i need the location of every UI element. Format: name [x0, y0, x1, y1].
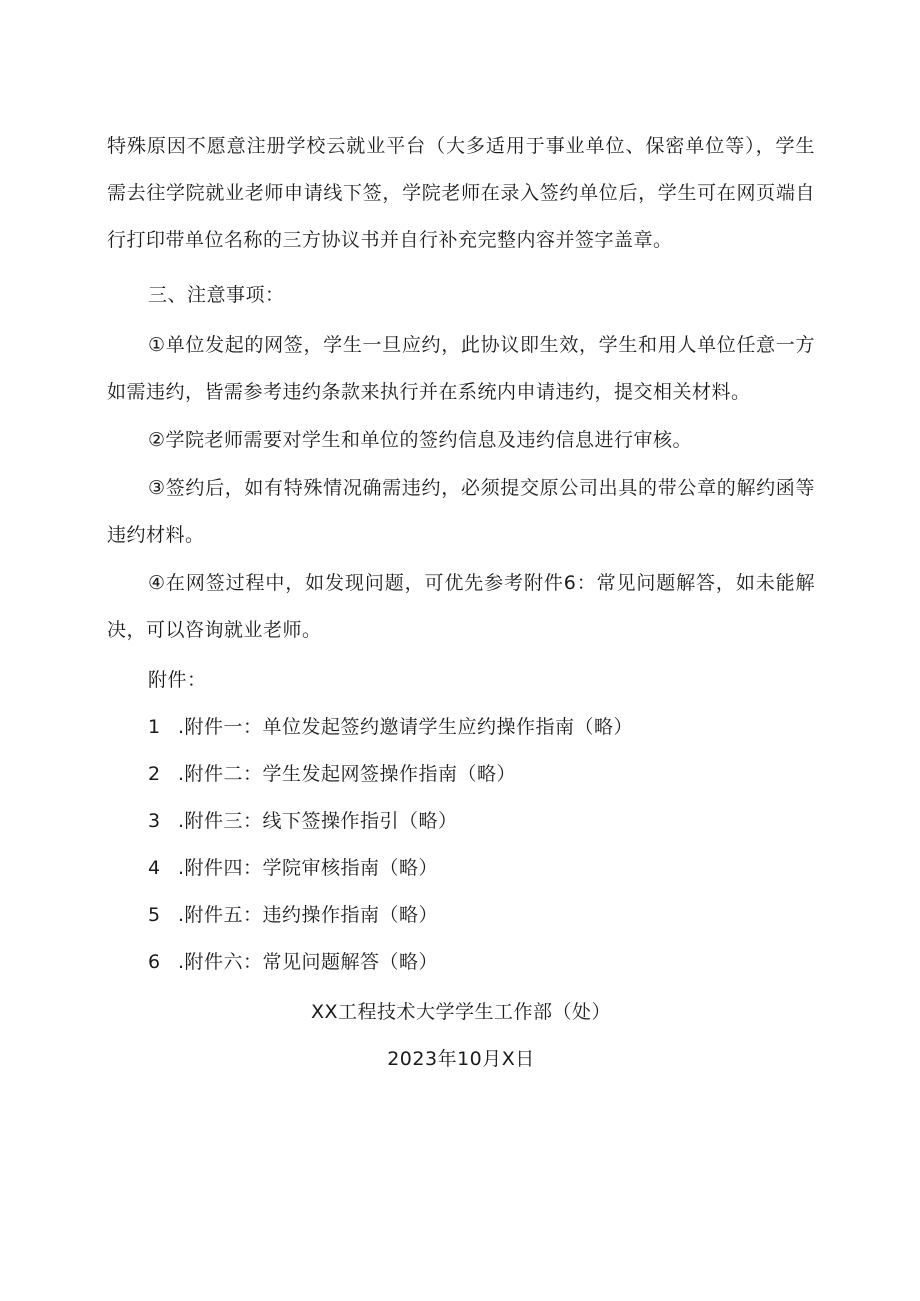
attachment-text: .附件三：线下签操作指引（略） — [178, 810, 458, 832]
attachment-item — [107, 892, 815, 939]
document-body — [107, 123, 815, 1083]
attachment-text: .附件四：学院审核指南（略） — [178, 857, 439, 879]
attachment-item — [107, 845, 815, 892]
attachment-number: 6 — [148, 951, 161, 973]
attachment-number: 4 — [148, 857, 161, 879]
attachment-text: .附件一：单位发起签约邀请学生应约操作指南（略） — [178, 716, 634, 738]
note-item: ③签约后，如有特殊情况确需违约，必须提交原公司出具的带公章的解约函等违约材料。 — [107, 477, 815, 546]
continuation-paragraph: 特殊原因不愿意注册学校云就业平台（大多适用于事业单位、保密单位等），学生需去往学院就业老师申请线下签，学院老师在录入签约单位后，学生可在网页端自行打印带单位名称的三方协议书并自行补充完整内容并签字盖章。 — [107, 135, 815, 251]
note-item: ②学院老师需要对学生和单位的签约信息及违约信息进行审核。 — [148, 429, 693, 451]
attachment-number: 3 — [148, 810, 161, 832]
attachment-number: 1 — [148, 716, 161, 738]
attachment-number: 2 — [148, 763, 161, 785]
signature-organization: XX工程技术大学学生工作部（处） — [310, 1001, 612, 1023]
note-item: ①单位发起的网签，学生一旦应约，此协议即生效，学生和用人单位任意一方如需违约，皆需参考违约条款来执行并在系统内申请违约，提交相关材料。 — [107, 334, 815, 403]
notes-list — [107, 322, 815, 654]
attachments-heading: 附件： — [148, 669, 207, 691]
signature-date: 2023年10月X日 — [387, 1048, 535, 1070]
attachment-text: .附件六：常见问题解答（略） — [178, 951, 439, 973]
attachment-item — [107, 704, 815, 751]
attachment-item — [107, 798, 815, 845]
notes-heading: 三、注意事项： — [148, 284, 285, 306]
note-item: ④在网签过程中，如发现问题，可优先参考附件6：常见问题解答，如未能解决，可以咨询就业老师。 — [107, 572, 815, 641]
attachment-number: 5 — [148, 904, 161, 926]
attachment-text: .附件五：违约操作指南（略） — [178, 904, 439, 926]
attachment-text: .附件二：学生发起网签操作指南（略） — [178, 763, 517, 785]
attachments-list — [107, 704, 815, 986]
attachment-item — [107, 939, 815, 986]
attachment-item — [107, 751, 815, 798]
